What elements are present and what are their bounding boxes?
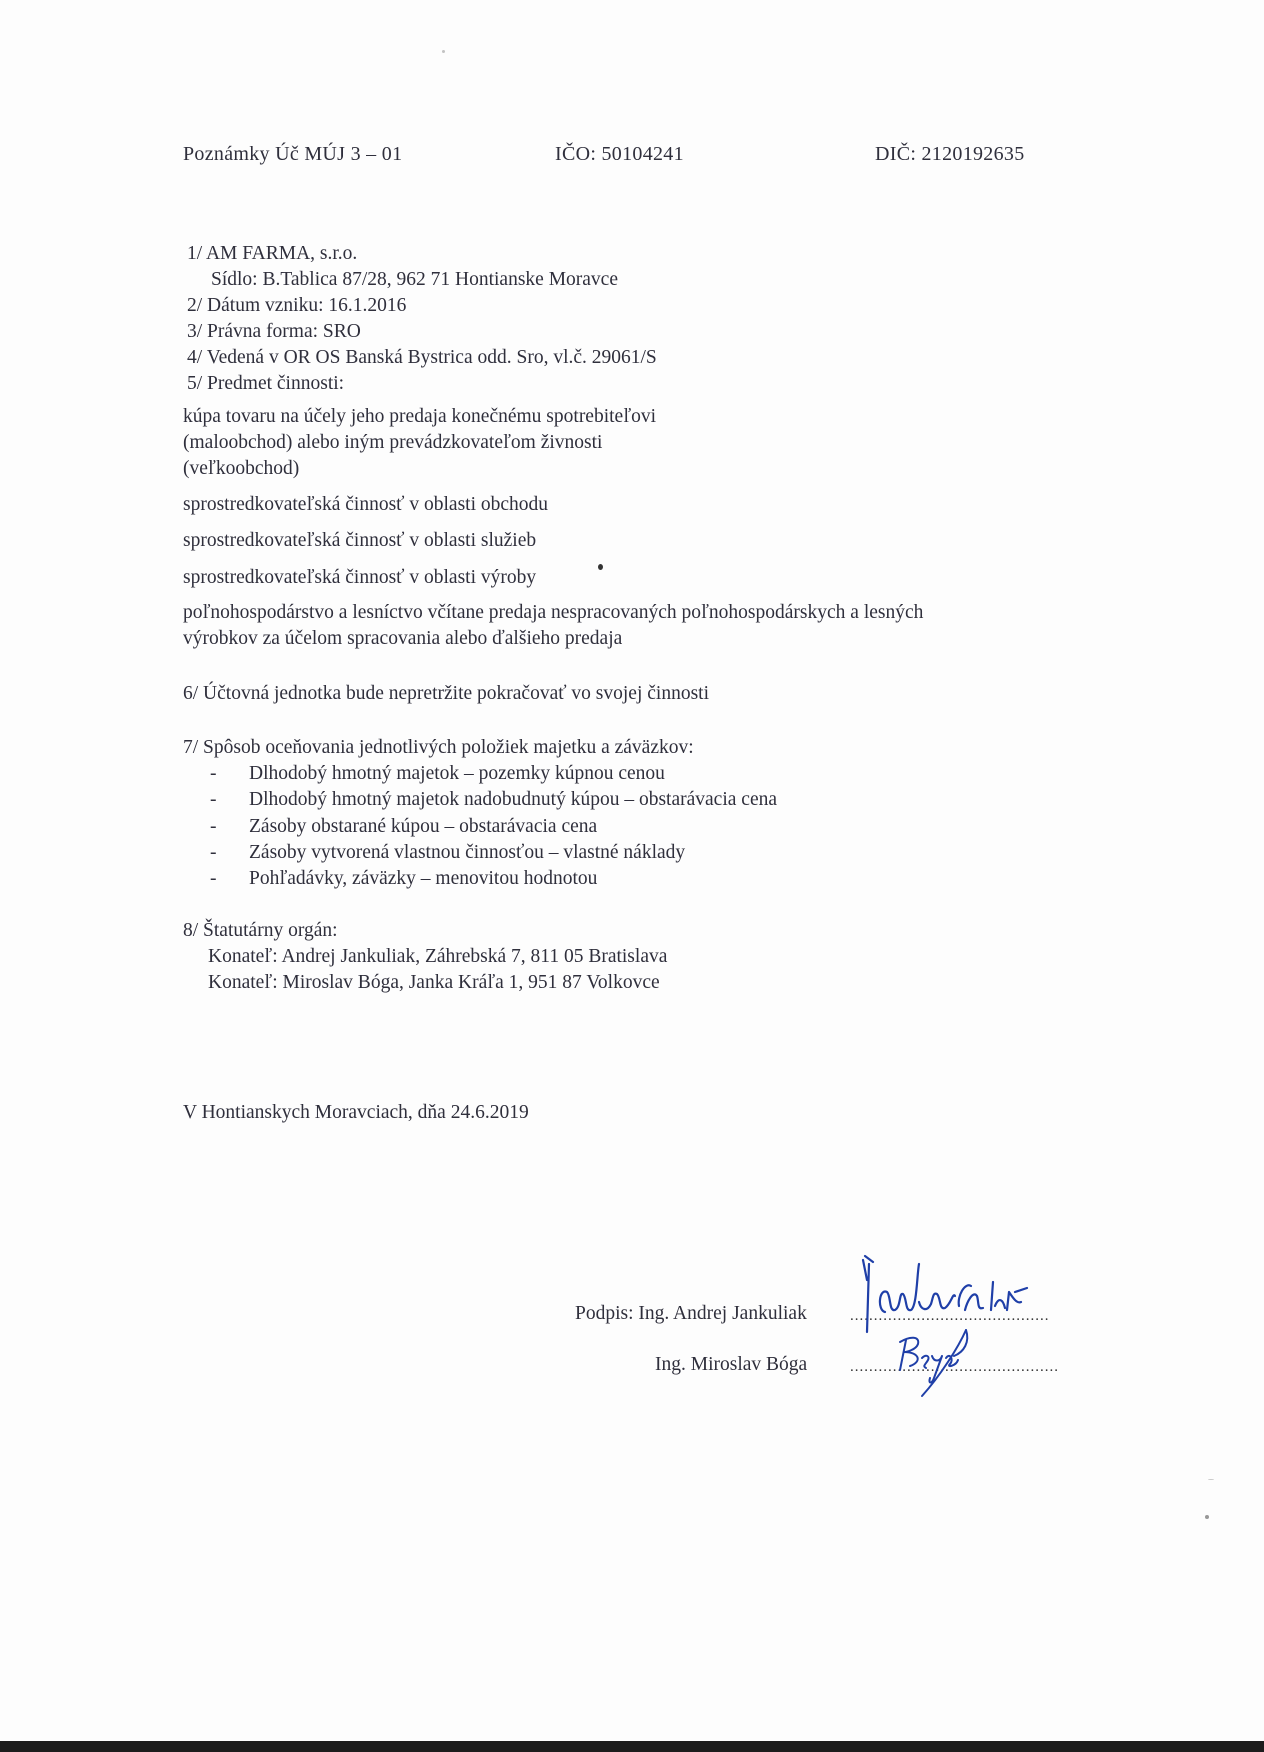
activity-1-line-2: (maloobchod) alebo iným prevádzkovateľom živnosti bbox=[183, 432, 603, 453]
valuation-item-3: Zásoby obstarané kúpou – obstarávacia cena bbox=[249, 816, 598, 837]
subject-title: 5/ Predmet činnosti: bbox=[187, 373, 345, 394]
register-entry: 4/ Vedená v OR OS Banská Bystrica odd. Sro, vl.č. 29061/S bbox=[187, 347, 657, 368]
activity-1-line-3: (veľkoobchod) bbox=[183, 458, 300, 479]
legal-form: 3/ Právna forma: SRO bbox=[187, 321, 361, 342]
valuation-bullet: - bbox=[210, 842, 217, 863]
signature-label-1: Podpis: Ing. Andrej Jankuliak bbox=[575, 1303, 807, 1324]
scan-speck bbox=[442, 50, 445, 53]
scan-speck bbox=[1208, 1479, 1214, 1480]
statutory-body-title: 8/ Štatutárny orgán: bbox=[183, 920, 338, 941]
scan-bottom-edge bbox=[0, 1741, 1264, 1752]
valuation-item-4: Zásoby vytvorená vlastnou činnosťou – vlastné náklady bbox=[249, 842, 686, 863]
valuation-bullet: - bbox=[210, 789, 217, 810]
founding-date: 2/ Dátum vzniku: 16.1.2016 bbox=[187, 295, 407, 316]
activity-1-line-1: kúpa tovaru na účely jeho predaja konečnému spotrebiteľovi bbox=[183, 406, 657, 427]
valuation-bullet: - bbox=[210, 868, 217, 889]
activity-2: sprostredkovateľská činnosť v oblasti obchodu bbox=[183, 494, 549, 515]
signature-label-2: Ing. Miroslav Bóga bbox=[655, 1354, 808, 1375]
statutory-member-2: Konateľ: Miroslav Bóga, Janka Kráľa 1, 951 87 Volkovce bbox=[208, 972, 660, 993]
valuation-item-5: Pohľadávky, záväzky – menovitou hodnotou bbox=[249, 868, 598, 889]
activity-3: sprostredkovateľská činnosť v oblasti služieb bbox=[183, 530, 537, 551]
valuation-title: 7/ Spôsob oceňovania jednotlivých položiek majetku a záväzkov: bbox=[183, 737, 694, 758]
statutory-member-1: Konateľ: Andrej Jankuliak, Záhrebská 7, 811 05 Bratislava bbox=[208, 946, 668, 967]
valuation-bullet: - bbox=[210, 763, 217, 784]
going-concern-statement: 6/ Účtovná jednotka bude nepretržite pokračovať vo svojej činnosti bbox=[183, 683, 710, 704]
valuation-bullet: - bbox=[210, 816, 217, 837]
company-seat: Sídlo: B.Tablica 87/28, 962 71 Hontianske Moravce bbox=[211, 269, 618, 290]
header-dic: DIČ: 2120192635 bbox=[875, 143, 1025, 165]
signature-line-1: .......................................... bbox=[850, 1308, 1050, 1324]
valuation-item-1: Dlhodobý hmotný majetok – pozemky kúpnou cenou bbox=[249, 763, 665, 784]
activity-4: sprostredkovateľská činnosť v oblasti výroby bbox=[183, 567, 537, 588]
company-name: 1/ AM FARMA, s.r.o. bbox=[187, 243, 358, 264]
header-note-ref: Poznámky Úč MÚJ 3 – 01 bbox=[183, 143, 403, 165]
activity-5-line-1: poľnohospodárstvo a lesníctvo včítane predaja nespracovaných poľnohospodárskych a lesných bbox=[183, 602, 924, 623]
handwritten-signature-2 bbox=[870, 1322, 990, 1402]
place-and-date: V Hontianskych Moravciach, dňa 24.6.2019 bbox=[183, 1102, 529, 1123]
header-ico: IČO: 50104241 bbox=[555, 143, 684, 165]
ink-dot bbox=[598, 564, 603, 570]
valuation-item-2: Dlhodobý hmotný majetok nadobudnutý kúpou – obstarávacia cena bbox=[249, 789, 778, 810]
activity-5-line-2: výrobkov za účelom spracovania alebo ďalšieho predaja bbox=[183, 628, 623, 649]
signature-line-2: ............................................ bbox=[850, 1359, 1059, 1375]
scan-speck bbox=[1205, 1515, 1209, 1519]
